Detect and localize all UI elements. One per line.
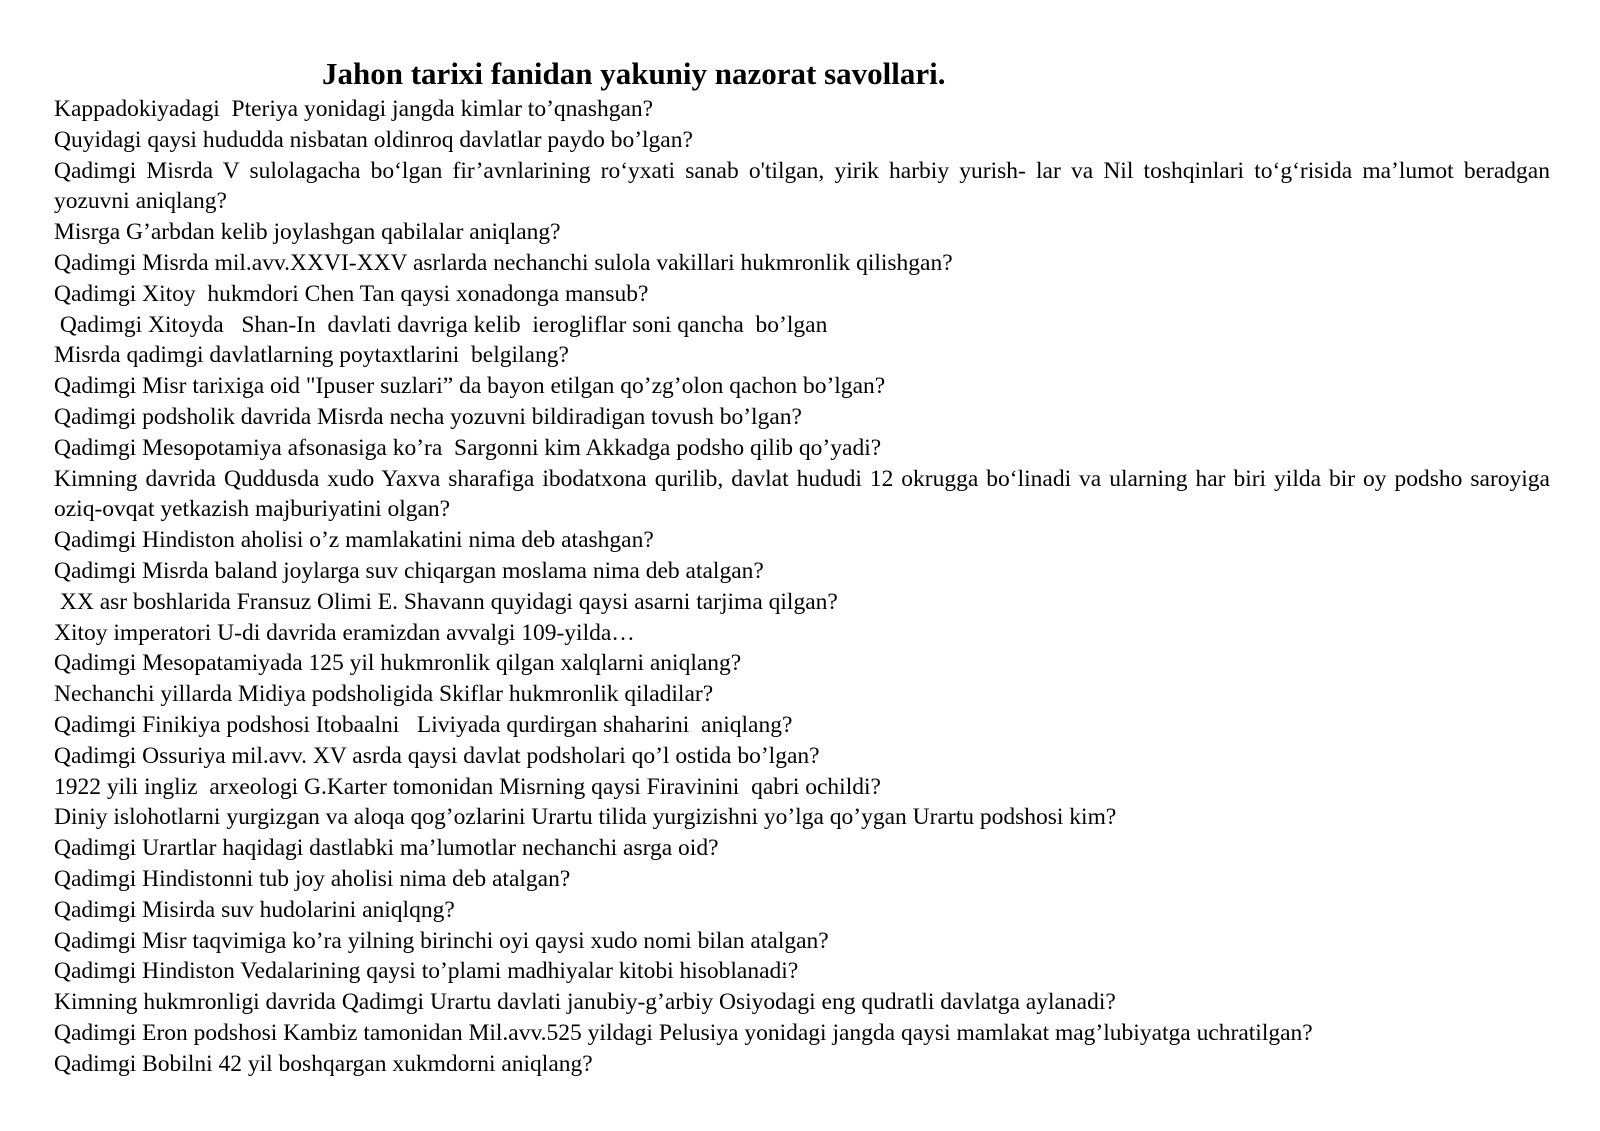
question-item: Qadimgi Misirda suv hudolarini aniqlqng? [54, 896, 455, 923]
question-item: Qadimgi Mesopotamiya afsonasiga ko’ra Sargonni kim Akkadga podsho qilib qo’yadi? [54, 434, 882, 461]
question-item: Qadimgi Xitoyda Shan-In davlati davriga kelib ierogliflar soni qancha bo’lgan [54, 311, 828, 338]
question-item: Qadimgi Misrda mil.avv.XXVI-XXV asrlarda nechanchi sulola vakillari hukmronlik qilishgan? [54, 249, 953, 276]
document-title: Jahon tarixi fanidan yakuniy nazorat savollari. [322, 56, 946, 91]
question-item: Kappadokiyadagi Pteriya yonidagi jangda kimlar to’qnashgan? [54, 96, 654, 122]
question-item: Misrga G’arbdan kelib joylashgan qabilalar aniqlang? [54, 219, 561, 246]
question-item: Qadimgi Eron podshosi Kambiz tamonidan Mil.avv.525 yildagi Pelusiya yonidagi jangda qaysi mamlakat mag’lubiyatga uchratilgan? [54, 1019, 1313, 1046]
question-item: Kimning davrida Quddusda xudo Yaxva sharafiga ibodatxona qurilib, davlat hududi 12 okrugga bo‘linadi va ularning har biri yilda bir oy podsho saroyiga oziq-ovqat yetkazish majburiyatini olgan? [54, 465, 1556, 523]
question-item: Diniy islohotlarni yurgizgan va aloqa qog’ozlarini Urartu tilida yurgizishni yo’lga qo’ygan Urartu podshosi kim? [54, 804, 1117, 831]
question-item: Qadimgi podsholik davrida Misrda necha yozuvni bildiradigan tovush bo’lgan? [54, 403, 802, 430]
question-item: Qadimgi Finikiya podshosi Itobaalni Liviyada qurdirgan shaharini aniqlang? [54, 711, 793, 738]
question-item: Nechanchi yillarda Midiya podsholigida Skiflar hukmronlik qiladilar? [54, 681, 714, 708]
question-item: Qadimgi Bobilni 42 yil boshqargan xukmdorni aniqlang? [54, 1050, 593, 1077]
question-item: Qadimgi Hindiston Vedalarining qaysi to’plami madhiyalar kitobi hisoblanadi? [54, 958, 799, 985]
question-item: Misrda qadimgi davlatlarning poytaxtlarini belgilang? [54, 342, 569, 369]
question-item: Qadimgi Urartlar haqidagi dastlabki ma’lumotlar nechanchi asrga oid? [54, 835, 719, 862]
question-item: Qadimgi Misrda V sulolagacha bo‘lgan fir’avnlarining ro‘yxati sanab o'tilgan, yirik harbiy yurish- lar va Nil toshqinlari to‘g‘risida ma’lumot beradgan yozuvni aniqlang? [54, 157, 1556, 215]
question-item: Quyidagi qaysi hududda nisbatan oldinroq davlatlar paydo bo’lgan? [54, 126, 693, 153]
question-item: XX asr boshlarida Fransuz Olimi E. Shavann quyidagi qaysi asarni tarjima qilgan? [54, 588, 838, 615]
question-item: Qadimgi Xitoy hukmdori Chen Tan qaysi xonadonga mansub? [54, 280, 649, 307]
question-list [54, 94, 1556, 1080]
question-item: Qadimgi Misrda baland joylarga suv chiqargan moslama nima deb atalgan? [54, 557, 764, 584]
question-item: Qadimgi Misr tarixiga oid "Ipuser suzlari” da bayon etilgan qo’zg’olon qachon bo’lgan? [54, 373, 886, 400]
question-item: Xitoy imperatori U-di davrida eramizdan avvalgi 109-yilda… [54, 619, 635, 646]
question-item: Qadimgi Mesopatamiyada 125 yil hukmronlik qilgan xalqlarni aniqlang? [54, 650, 742, 677]
question-item: Qadimgi Ossuriya mil.avv. XV asrda qaysi davlat podsholari qo’l ostida bo’lgan? [54, 742, 820, 769]
question-item: Qadimgi Hindiston aholisi o’z mamlakatini nima deb atashgan? [54, 527, 654, 554]
question-item: Kimning hukmronligi davrida Qadimgi Urartu davlati janubiy-g’arbiy Osiyodagi eng qudratli davlatga aylanadi? [54, 989, 1116, 1016]
question-item: 1922 yili ingliz arxeologi G.Karter tomonidan Misrning qaysi Firavinini qabri ochildi? [54, 773, 881, 800]
question-item: Qadimgi Misr taqvimiga ko’ra yilning birinchi oyi qaysi xudo nomi bilan atalgan? [54, 927, 829, 954]
question-item: Qadimgi Hindistonni tub joy aholisi nima deb atalgan? [54, 865, 571, 892]
